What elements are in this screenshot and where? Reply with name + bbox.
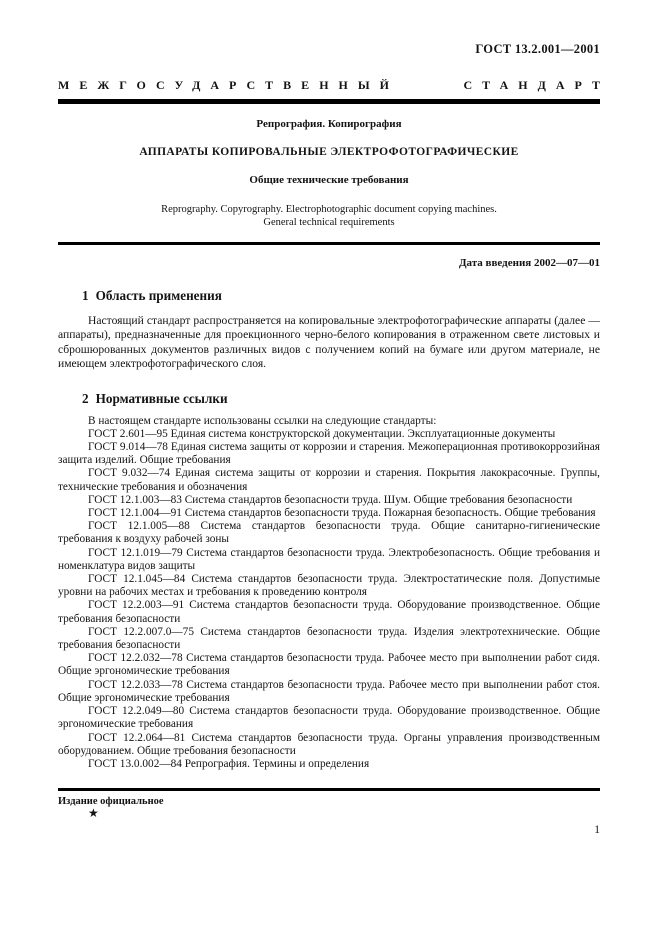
page-content: [58, 0, 610, 771]
title-subject: Репрография. Копирография: [256, 118, 402, 130]
footer-rule: [58, 788, 600, 791]
page-footer: [58, 788, 600, 819]
section2-title: Нормативные ссылки: [95, 390, 228, 406]
reference-item: ГОСТ 12.2.007.0—75 Система стандартов безопасности труда. Изделия электротехнические. Общие требования безопасности: [58, 625, 600, 652]
section1-title: Область применения: [95, 288, 222, 303]
section1-heading: [58, 288, 600, 304]
reference-item: ГОСТ 12.1.019—79 Система стандартов безопасности труда. Электробезопасность. Общие требования и номенклатура видов защиты: [58, 546, 600, 572]
references-intro: В настоящем стандарте использованы ссылки на следующие стандарты:: [88, 414, 437, 427]
title-english-line1: Reprography. Copyrography. Electrophotographic document copying machines.: [161, 204, 497, 215]
reference-item: ГОСТ 12.1.045—84 Система стандартов безопасности труда. Электростатические поля. Допустимые уровни на рабочих местах и требования к проведению контроля: [58, 573, 600, 599]
effective-date: Дата введения 2002—07—01: [458, 257, 600, 269]
reference-item: ГОСТ 2.601—95 Единая система конструкторской документации. Эксплуатационные документы: [88, 427, 556, 440]
reference-item: ГОСТ 9.032—74 Единая система защиты от коррозии и старения. Покрытия лакокрасочные. Группы, технические требования и обозначения: [58, 467, 600, 493]
title-separator-rule: [58, 242, 600, 245]
reference-item: ГОСТ 12.2.049—80 Система стандартов безопасности труда. Оборудование производственное. Общие эргономические требования: [58, 705, 600, 731]
title-english: [58, 203, 600, 229]
reference-item: ГОСТ 9.014—78 Единая система защиты от коррозии и старения. Межоперационная противокоррозийная защита изделий. Общие требования: [58, 441, 600, 467]
header-rule: [58, 99, 600, 104]
section2-heading: [58, 391, 600, 407]
reference-item: ГОСТ 12.1.004—91 Система стандартов безопасности труда. Пожарная безопасность. Общие требования: [88, 507, 596, 520]
title-main: АППАРАТЫ КОПИРОВАЛЬНЫЕ ЭЛЕКТРОФОТОГРАФИЧЕСКИЕ: [139, 146, 519, 158]
doc-number: ГОСТ 13.2.001—2001: [475, 42, 600, 56]
star-icon: ★: [88, 806, 99, 820]
standard-type-word2: СТАНДАРТ: [463, 78, 610, 92]
reference-item: ГОСТ 12.2.033—78 Система стандартов безопасности труда. Рабочее место при выполнении работ стоя. Общие эргономические требования: [58, 678, 600, 704]
standard-type-line: [58, 78, 610, 93]
references-list: [58, 415, 600, 771]
reference-item: ГОСТ 12.1.005—88 Система стандартов безопасности труда. Общие санитарно-гигиенические требования к воздуху рабочей зоны: [58, 520, 600, 546]
reference-item: ГОСТ 12.2.003—91 Система стандартов безопасности труда. Оборудование производственное. Общие требования безопасности: [58, 599, 600, 625]
reference-item: ГОСТ 12.2.032—78 Система стандартов безопасности труда. Рабочее место при выполнении работ сидя. Общие эргономические требования: [58, 652, 600, 678]
section1-number: 1: [82, 288, 89, 303]
title-subtitle: Общие технические требования: [249, 174, 409, 186]
reference-item: ГОСТ 12.2.064—81 Система стандартов безопасности труда. Органы управления производственным оборудованием. Общие требования безопасности: [58, 731, 600, 757]
page-number: 1: [594, 824, 600, 836]
reference-item: ГОСТ 13.0.002—84 Репрография. Термины и определения: [88, 757, 370, 770]
section1-paragraph: Настоящий стандарт распространяется на копировальные электрофотографические аппараты (далее — аппараты), предназначенные для проекционного черно-белого копирования в отраженном свете листовых и сброшюрованных документов различных видов с получением копий на бумаге или другом материале, не имеющем электрофотографического слоя.: [58, 314, 600, 371]
section2-number: 2: [82, 390, 89, 406]
title-english-line2: General technical requirements: [263, 217, 395, 228]
edition-note: Издание официальное: [58, 796, 164, 807]
reference-item: ГОСТ 12.1.003—83 Система стандартов безопасности труда. Шум. Общие требования безопасности: [88, 493, 573, 506]
standard-type-word1: МЕЖГОСУДАРСТВЕННЫЙ: [58, 78, 399, 92]
